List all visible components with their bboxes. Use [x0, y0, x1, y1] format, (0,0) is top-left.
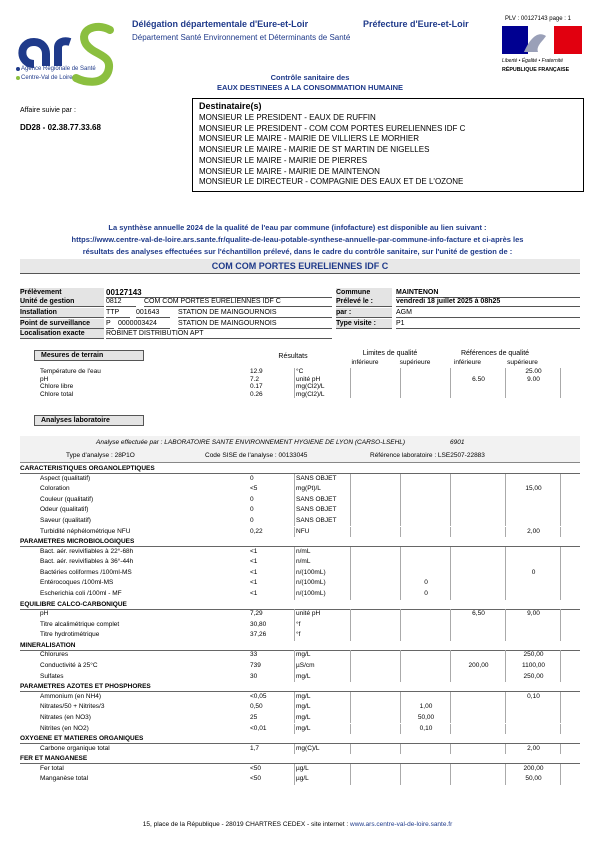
- cell-value: <50: [250, 764, 295, 775]
- commune-value: MAINTENON: [396, 288, 580, 298]
- localisation-value: ROBINET DISTRIBUTION APT: [106, 329, 332, 339]
- cell-name: Température de l'eau: [40, 368, 101, 375]
- cell-lim-inf: [352, 589, 401, 600]
- cell-lim-inf: [352, 661, 401, 672]
- cell-lim-sup: 50,00: [402, 713, 451, 724]
- cell-ref-sup: 1100,00: [507, 661, 561, 672]
- cell-unit: µS/cm: [296, 661, 351, 672]
- cell-ref-sup: [507, 702, 561, 713]
- labo-line1: Analyse effectuée par : LABORATOIRE SANTE ENVIRONNEMENT HYGIENE DE LYON (CARSO-LSEHL): [96, 439, 406, 446]
- cell-lim-sup: [402, 391, 451, 399]
- cell-ref-inf: [452, 495, 506, 506]
- cell-lim-inf: [352, 516, 401, 527]
- labo-sise: Code SISE de l'analyse : 00133045: [205, 452, 308, 459]
- cell-name: Chlorures: [40, 651, 69, 659]
- cell-name: Bactéries coliformes /100ml-MS: [40, 568, 132, 576]
- cell-unit: mg/L: [296, 713, 351, 724]
- cell-ref-inf: [452, 527, 506, 538]
- point-label: Point de surveillance: [20, 319, 104, 329]
- cell-ref-sup: 25.00: [507, 368, 561, 376]
- cell-value: 7.2: [250, 376, 295, 384]
- group-title: MINERALISATION: [20, 641, 580, 651]
- cell-ref-inf: [452, 383, 506, 391]
- cell-name: pH: [40, 610, 49, 618]
- cell-ref-inf: [452, 484, 506, 495]
- cell-value: 0: [250, 505, 295, 516]
- cell-lim-sup: 1,00: [402, 702, 451, 713]
- installation-code: 001643: [136, 308, 170, 318]
- visite-value: P1: [396, 319, 580, 329]
- cell-value: 0.17: [250, 383, 295, 391]
- unite-label: Unité de gestion: [20, 297, 104, 307]
- cell-value: 1,7: [250, 744, 295, 755]
- cell-lim-inf: [352, 578, 401, 589]
- cell-value: 0: [250, 474, 295, 485]
- cell-ref-sup: [507, 724, 561, 735]
- cell-value: 30,80: [250, 620, 295, 631]
- rf-title: RÉPUBLIQUE FRANÇAISE: [502, 67, 570, 73]
- affaire-value: DD28 - 02.38.77.33.68: [20, 123, 101, 132]
- cell-lim-sup: [402, 672, 451, 683]
- cell-ref-sup: [507, 505, 561, 516]
- cell-value: 7,29: [250, 609, 295, 620]
- cell-ref-sup: 9,00: [507, 609, 561, 620]
- cell-lim-inf: [352, 391, 401, 399]
- delegation-title: Délégation départementale d'Eure-et-Loir: [132, 19, 309, 29]
- cell-ref-sup: 250,00: [507, 650, 561, 661]
- cell-lim-inf: [352, 547, 401, 558]
- cell-ref-inf: 200,00: [452, 661, 506, 672]
- cell-ref-sup: [507, 557, 561, 568]
- cell-ref-inf: [452, 474, 506, 485]
- cell-ref-sup: [507, 516, 561, 527]
- cell-name: Fer total: [40, 764, 64, 772]
- cell-name: Chlore total: [40, 390, 74, 398]
- cell-value: <1: [250, 589, 295, 600]
- cell-lim-inf: [352, 650, 401, 661]
- cell-unit: mg/L: [296, 724, 351, 735]
- cell-unit: unité pH: [296, 376, 351, 384]
- cell-unit: n/mL: [296, 557, 351, 568]
- cell-value: 37,26: [250, 630, 295, 641]
- cell-unit: n/(100mL): [296, 589, 351, 600]
- preleve-label: Prélevé le :: [336, 297, 392, 307]
- sample-info: [20, 288, 580, 340]
- cell-unit: mg(Pt)/L: [296, 484, 351, 495]
- cell-ref-inf: [452, 692, 506, 703]
- cell-lim-inf: [352, 630, 401, 641]
- cell-value: 0: [250, 516, 295, 527]
- cell-ref-sup: 2,00: [507, 744, 561, 755]
- cell-name: Nitrites (en NO2): [40, 724, 89, 732]
- control-title-line1: Contrôle sanitaire des: [270, 73, 350, 82]
- cell-lim-sup: [402, 661, 451, 672]
- cell-unit: n/(100mL): [296, 578, 351, 589]
- destinataires-box: [192, 98, 584, 192]
- cell-ref-sup: 250,00: [507, 672, 561, 683]
- cell-unit: mg/L: [296, 692, 351, 703]
- cell-ref-sup: 0,10: [507, 692, 561, 703]
- group-title: FER ET MANGANESE: [20, 754, 580, 764]
- cell-lim-sup: [402, 744, 451, 755]
- col-ref-inf: inférieure: [453, 359, 482, 366]
- cell-ref-sup: [507, 474, 561, 485]
- cell-ref-inf: 6,50: [452, 609, 506, 620]
- cell-lim-inf: [352, 484, 401, 495]
- cell-name: Conductivité à 25°C: [40, 662, 98, 669]
- plv-page: PLV : 00127143 page : 1: [505, 16, 571, 22]
- labo-line1-code: 6901: [450, 439, 465, 446]
- synthese-link[interactable]: https://www.centre-val-de-loire.ars.sante.fr/qualite-de-leau-potable-synthese-annuelle-par-commune-info-facture et ci-après les: [71, 235, 524, 244]
- cell-value: 739: [250, 661, 295, 672]
- cell-unit: SANS OBJET: [296, 516, 351, 527]
- ars-logo: [14, 20, 120, 90]
- cell-name: Aspect (qualitatif): [40, 474, 91, 482]
- point-name: STATION DE MAINGOURNOIS: [178, 319, 332, 329]
- unite-gestion-title: COM COM PORTES EURELIENNES IDF C: [20, 259, 580, 274]
- cell-lim-sup: [402, 516, 451, 527]
- cell-ref-inf: [452, 713, 506, 724]
- cell-lim-inf: [352, 774, 401, 785]
- cell-lim-inf: [352, 505, 401, 516]
- cell-value: <1: [250, 568, 295, 579]
- cell-lim-sup: 0: [402, 578, 451, 589]
- cell-ref-sup: 9.00: [507, 376, 561, 384]
- footer-url[interactable]: www.ars.centre-val-de-loire.sante.fr: [350, 821, 453, 828]
- cell-lim-inf: [352, 744, 401, 755]
- cell-value: 0.26: [250, 391, 295, 399]
- group-title: OXYGENE ET MATIERES ORGANIQUES: [20, 734, 580, 744]
- cell-value: <1: [250, 547, 295, 558]
- cell-unit: °f: [296, 620, 351, 631]
- cell-lim-sup: [402, 368, 451, 376]
- destinataires-title: Destinataire(s): [199, 101, 262, 111]
- ars-sub2: Centre-Val de Loire: [21, 75, 73, 81]
- cell-name: Chlore libre: [40, 383, 74, 391]
- cell-name: Carbone organique total: [40, 744, 110, 752]
- cell-lim-inf: [352, 702, 401, 713]
- cell-name: Couleur (qualitatif): [40, 495, 94, 503]
- cell-ref-sup: [507, 547, 561, 558]
- cell-name: Sulfates: [40, 672, 64, 680]
- cell-lim-inf: [352, 383, 401, 391]
- cell-ref-sup: [507, 630, 561, 641]
- cell-ref-inf: [452, 568, 506, 579]
- cell-ref-sup: [507, 620, 561, 631]
- group-title: CARACTERISTIQUES ORGANOLEPTIQUES: [20, 464, 580, 474]
- col-lim-sup: supérieure: [399, 359, 431, 366]
- labo-type: Type d'analyse : 28P1O: [66, 452, 135, 459]
- group-title: EQUILIBRE CALCO-CARBONIQUE: [20, 600, 580, 610]
- cell-name: Manganèse total: [40, 775, 89, 783]
- affaire-label: Affaire suivie par :: [20, 107, 76, 114]
- cell-ref-inf: [452, 578, 506, 589]
- cell-value: 0: [250, 495, 295, 506]
- cell-lim-sup: [402, 495, 451, 506]
- cell-ref-inf: [452, 620, 506, 631]
- destinataire-line: MONSIEUR LE MAIRE - MAIRIE DE VILLIERS LE MORHIER: [199, 134, 420, 144]
- cell-name: Nitrates (en NO3): [40, 713, 91, 721]
- cell-value: <0,05: [250, 692, 295, 703]
- visite-label: Type visite :: [336, 319, 392, 329]
- cell-ref-inf: [452, 774, 506, 785]
- cell-lim-sup: [402, 620, 451, 631]
- cell-lim-inf: [352, 620, 401, 631]
- cell-ref-sup: [507, 578, 561, 589]
- group-title: PARAMETRES MICROBIOLOGIQUES: [20, 537, 580, 547]
- terrain-title: Mesures de terrain: [34, 350, 144, 361]
- labo-title: Analyses laboratoire: [34, 415, 144, 426]
- installation-label: Installation: [20, 308, 104, 318]
- cell-name: Titre alcalimétrique complet: [40, 620, 120, 628]
- rf-motto: Liberté • Égalité • Fraternité: [502, 58, 564, 64]
- destinataire-line: MONSIEUR LE DIRECTEUR - COMPAGNIE DES EAUX ET DE L'OZONE: [199, 177, 464, 187]
- cell-name: Coloration: [40, 485, 70, 493]
- cell-ref-inf: [452, 702, 506, 713]
- cell-unit: mg/L: [296, 650, 351, 661]
- prelevement-label: Prélèvement: [20, 288, 104, 298]
- cell-lim-sup: [402, 609, 451, 620]
- cell-unit: °f: [296, 630, 351, 641]
- cell-lim-sup: [402, 527, 451, 538]
- cell-unit: °C: [296, 368, 351, 376]
- cell-value: <1: [250, 578, 295, 589]
- cell-ref-sup: [507, 495, 561, 506]
- cell-name: Entérocoques /100ml-MS: [40, 579, 114, 587]
- cell-ref-sup: 2,00: [507, 527, 561, 538]
- cell-ref-inf: [452, 557, 506, 568]
- installation-name: STATION DE MAINGOURNOIS: [178, 308, 332, 318]
- cell-unit: NFU: [296, 527, 351, 538]
- cell-name: Nitrates/50 + Nitrites/3: [40, 703, 105, 711]
- prefecture-title: Préfecture d'Eure-et-Loir: [363, 19, 469, 29]
- col-limites: Limites de qualité: [362, 350, 418, 357]
- cell-unit: n/mL: [296, 547, 351, 558]
- cell-ref-sup: 200,00: [507, 764, 561, 775]
- cell-name: Escherichia coli /100ml - MF: [40, 590, 122, 597]
- cell-ref-sup: [507, 391, 561, 399]
- cell-lim-inf: [352, 557, 401, 568]
- cell-ref-inf: [452, 650, 506, 661]
- cell-unit: mg(Cl2)/L: [296, 383, 351, 391]
- synthese-line: résultats des analyses effectuées sur l'échantillon prélevé, dans le cadre du contrôle sanitaire, sur l'unité de gestion de :: [82, 247, 513, 256]
- cell-value: 30: [250, 672, 295, 683]
- cell-lim-sup: [402, 474, 451, 485]
- cell-ref-inf: [452, 724, 506, 735]
- cell-name: Odeur (qualitatif): [40, 506, 89, 514]
- cell-name: Ammonium (en NH4): [40, 692, 102, 700]
- cell-ref-inf: [452, 505, 506, 516]
- cell-name: Bact. aér. revivifiables à 36°-44h: [40, 558, 134, 566]
- cell-lim-inf: [352, 527, 401, 538]
- cell-ref-inf: 6.50: [452, 376, 506, 384]
- cell-name: Turbidité néphélométrique NFU: [40, 527, 131, 535]
- destinataires-list: [199, 113, 465, 188]
- col-lim-inf: inférieure: [351, 359, 379, 366]
- cell-lim-sup: [402, 568, 451, 579]
- cell-name: Bact. aér. revivifiables à 22°-68h: [40, 547, 134, 555]
- par-value: AGM: [396, 308, 580, 318]
- commune-label: Commune: [336, 288, 392, 298]
- labo-ref: Référence laboratoire : LSE2507-22883: [370, 452, 485, 459]
- cell-ref-inf: [452, 630, 506, 641]
- cell-ref-sup: 50,00: [507, 774, 561, 785]
- cell-unit: SANS OBJET: [296, 474, 351, 485]
- cell-lim-inf: [352, 672, 401, 683]
- cell-lim-sup: [402, 764, 451, 775]
- cell-lim-inf: [352, 474, 401, 485]
- col-references: Références de qualité: [460, 350, 530, 357]
- cell-lim-sup: [402, 650, 451, 661]
- cell-ref-sup: [507, 713, 561, 724]
- cell-value: 0,22: [250, 527, 295, 538]
- point-code: 0000003424: [118, 319, 170, 329]
- cell-lim-inf: [352, 376, 401, 384]
- cell-ref-inf: [452, 744, 506, 755]
- cell-lim-inf: [352, 568, 401, 579]
- destinataire-line: MONSIEUR LE MAIRE - MAIRIE DE ST MARTIN DE NIGELLES: [199, 145, 430, 155]
- cell-unit: n/(100mL): [296, 568, 351, 579]
- cell-ref-inf: [452, 368, 506, 376]
- cell-value: <50: [250, 774, 295, 785]
- cell-unit: unité pH: [296, 609, 351, 620]
- destinataire-line: MONSIEUR LE PRESIDENT - COM COM PORTES EURELIENNES IDF C: [199, 123, 466, 133]
- installation-type: TTP: [106, 308, 130, 318]
- unite-code: 0812: [106, 297, 136, 307]
- cell-unit: µg/L: [296, 764, 351, 775]
- col-resultats: Résultats: [278, 353, 308, 360]
- cell-lim-sup: [402, 630, 451, 641]
- labo-line1-box: [20, 436, 580, 449]
- cell-ref-sup: 15,00: [507, 484, 561, 495]
- unite-name: COM COM PORTES EURELIENNES IDF C: [144, 297, 332, 307]
- cell-lim-inf: [352, 724, 401, 735]
- cell-name: pH: [40, 375, 49, 383]
- cell-lim-inf: [352, 609, 401, 620]
- preleve-value: vendredi 18 juillet 2025 à 08h25: [396, 297, 580, 307]
- synthese-line: La synthèse annuelle 2024 de la qualité de l'eau par commune (infofacture) est disponible au lien suivant :: [108, 223, 487, 232]
- col-ref-sup: supérieure: [507, 359, 538, 366]
- control-title-line2: EAUX DESTINEES A LA CONSOMMATION HUMAINE: [216, 83, 404, 92]
- cell-unit: mg/L: [296, 672, 351, 683]
- cell-ref-inf: [452, 589, 506, 600]
- cell-value: 33: [250, 650, 295, 661]
- par-label: par :: [336, 308, 392, 318]
- cell-ref-inf: [452, 516, 506, 527]
- cell-lim-sup: [402, 383, 451, 391]
- prelevement-value: 00127143: [106, 288, 332, 298]
- cell-unit: mg/L: [296, 702, 351, 713]
- cell-lim-inf: [352, 368, 401, 376]
- cell-value: 12.9: [250, 368, 295, 376]
- cell-value: <1: [250, 557, 295, 568]
- cell-name: Saveur (qualitatif): [40, 516, 91, 524]
- cell-lim-sup: [402, 557, 451, 568]
- destinataire-line: MONSIEUR LE MAIRE - MAIRIE DE PIERRES: [199, 155, 368, 165]
- labo-line2-box: [20, 449, 580, 463]
- cell-lim-sup: [402, 547, 451, 558]
- cell-lim-sup: [402, 774, 451, 785]
- cell-ref-inf: [452, 764, 506, 775]
- cell-ref-sup: [507, 383, 561, 391]
- cell-lim-sup: 0,10: [402, 724, 451, 735]
- cell-lim-inf: [352, 764, 401, 775]
- cell-ref-inf: [452, 547, 506, 558]
- department-title: Département Santé Environnement et Déterminants de Santé: [132, 33, 351, 42]
- cell-value: 25: [250, 713, 295, 724]
- cell-unit: µg/L: [296, 774, 351, 785]
- cell-unit: SANS OBJET: [296, 495, 351, 506]
- cell-unit: mg(Cl2)/L: [296, 391, 351, 399]
- destinataire-line: MONSIEUR LE PRESIDENT - EAUX DE RUFFIN: [199, 113, 376, 122]
- cell-unit: SANS OBJET: [296, 505, 351, 516]
- localisation-label: Localisation exacte: [20, 329, 104, 339]
- cell-ref-sup: 0: [507, 568, 561, 579]
- cell-lim-sup: [402, 376, 451, 384]
- cell-ref-inf: [452, 391, 506, 399]
- cell-lim-sup: [402, 505, 451, 516]
- cell-unit: mg(C)/L: [296, 744, 351, 755]
- footer: [0, 821, 595, 828]
- footer-address: 15, place de la République - 28019 CHARTRES CEDEX - site internet :: [142, 821, 351, 828]
- point-type: P: [106, 319, 114, 329]
- ars-sub1: Agence Régionale de Santé: [21, 66, 96, 72]
- cell-name: Titre hydrotimétrique: [40, 631, 100, 639]
- cell-lim-sup: [402, 484, 451, 495]
- cell-value: 0,50: [250, 702, 295, 713]
- cell-value: <5: [250, 484, 295, 495]
- cell-lim-sup: [402, 692, 451, 703]
- synthese-text: [20, 222, 575, 258]
- cell-value: <0,01: [250, 724, 295, 735]
- cell-lim-inf: [352, 713, 401, 724]
- cell-lim-inf: [352, 692, 401, 703]
- cell-lim-inf: [352, 495, 401, 506]
- cell-ref-inf: [452, 672, 506, 683]
- cell-ref-sup: [507, 589, 561, 600]
- republique-francaise-logo: [502, 24, 582, 80]
- destinataire-line: MONSIEUR LE MAIRE - MAIRIE DE MAINTENON: [199, 166, 380, 176]
- cell-lim-sup: 0: [402, 589, 451, 600]
- group-title: PARAMETRES AZOTES ET PHOSPHORES: [20, 682, 580, 692]
- control-title: [190, 73, 430, 93]
